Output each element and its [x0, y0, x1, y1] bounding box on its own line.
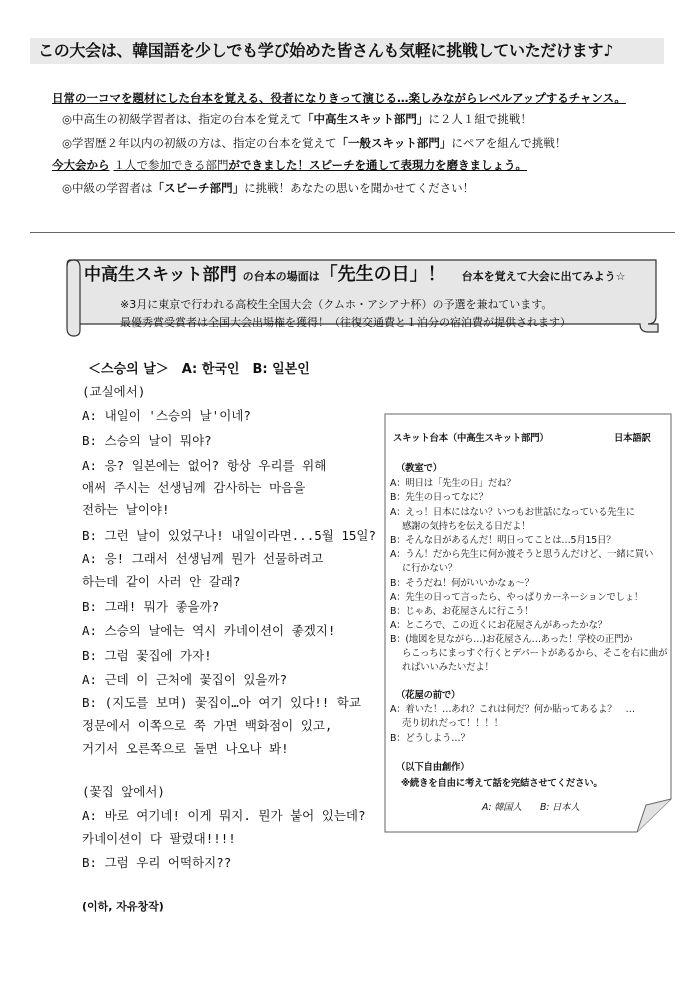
intro-line-4a: 今大会から [52, 158, 110, 172]
intro-line-2a: ◎中高生の初級学習者は、指定の台本を覚えて [62, 112, 303, 126]
japanese-line: A: 韓国人 B: 日本人 [482, 802, 580, 813]
japanese-line: A：着いた！…あれ？これは何だ？何か貼ってあるよ？ … [390, 704, 635, 715]
intro-line-2c: に２人１組で挑戦！ [428, 112, 532, 126]
division-general-skit: 「一般スキット部門」 [336, 136, 452, 150]
japanese-line: A：先生の日って言ったら、やっぱりカーネーションでしょ！ [390, 592, 644, 603]
korean-line: B: 그런 날이 있었구나! 내일이라면...5월 15일? [82, 528, 377, 543]
intro-line-3 [62, 135, 566, 151]
korean-line: A: 스승의 날에는 역시 카네이션이 좋겠지! [82, 623, 336, 638]
korean-line: B: 그럼 꽃집에 가자! [82, 648, 212, 663]
korean-line: 정문에서 이쪽으로 쭉 가면 백화점이 있고, [82, 718, 333, 733]
japanese-line: ればいいみたいだよ！ [390, 662, 494, 673]
korean-line: A: 바로 여기네! 이게 뭐지. 뭔가 붙어 있는데? [82, 808, 366, 823]
korean-line: 카네이션이 다 팔렸대!!!! [82, 831, 236, 846]
japanese-line: A：明日は「先生の日」だね？ [390, 478, 516, 489]
intro-line-4c: ができました！スピーチを通して表現力を磨きましょう。 [228, 158, 528, 172]
japanese-line: A：えっ！日本にはない？いつもお世話になっている先生に [390, 507, 635, 518]
korean-line: B: 그래! 뭐가 좋을까? [82, 599, 220, 614]
japanese-line: （以下自由創作） [396, 762, 470, 773]
japanese-line: らこっちにまっすぐ行くとデパートがあるから、そこを右に曲が [390, 648, 668, 659]
japanese-line: B：(地図を見ながら…)お花屋さん…あった！学校の正門か [390, 634, 633, 645]
korean-line: 거기서 오른쪽으로 돌면 나오나 봐! [82, 741, 289, 756]
japanese-translation-box [384, 413, 672, 833]
korean-line: 애써 주시는 선생님께 감사하는 마음을 [82, 480, 306, 495]
japanese-line: B：じゃあ、お花屋さんに行こう！ [390, 606, 534, 617]
japanese-line: （花屋の前で） [396, 690, 461, 701]
banner-note-1: ※3月に東京で行われる高校生全国大会（クムホ・アシアナ杯）の予選を兼ねています。 [120, 298, 553, 311]
korean-line: B: 그럼 우리 어떡하지?? [82, 855, 232, 870]
japanese-line: ※続きを自由に考えて話を完結させてください。 [401, 778, 603, 789]
japanese-line: に行かない？ [390, 563, 458, 574]
intro-line-4b: １人で参加できる部門 [113, 158, 229, 172]
division-junior-skit: 「中高生スキット部門」 [302, 112, 429, 126]
korean-line: (교실에서) [82, 384, 146, 399]
headline: この大会は、韓国語を少しでも学び始めた皆さんも気軽に挑戦していただけます♪ [30, 38, 664, 64]
japanese-box-title: スキット台本（中高生スキット部門） [393, 433, 549, 444]
banner-title [84, 260, 626, 286]
intro-line-5c: に挑戦！あなたの思いを聞かせてください！ [244, 181, 475, 195]
banner-scene: 「先生の日」！ [319, 264, 446, 285]
banner-note-2: 最優秀賞受賞者は全国大会出場権を獲得！（往復交通費と１泊分の宿泊費が提供されます） [120, 316, 571, 329]
banner-call: 台本を覚えて大会に出てみよう☆ [461, 270, 626, 283]
korean-line: A: 응? 일본에는 없어? 항상 우리를 위해 [82, 458, 327, 473]
intro-line-3a: ◎学習歴２年以内の初級の方は、指定の台本を覚えて [62, 136, 337, 150]
japanese-line: 感謝の気持ちを伝える日だよ！ [390, 521, 531, 532]
division-speech: 「スピーチ部門」 [152, 181, 245, 195]
intro-line-5a: ◎中級の学習者は [62, 181, 153, 195]
korean-line: B: 스승의 날이 뭐야? [82, 433, 212, 448]
korean-line: 전하는 날이야! [82, 502, 170, 517]
korean-line: (꽃집 앞에서) [82, 784, 165, 799]
section-divider [30, 232, 675, 233]
korean-footer: (이하, 자유창작) [82, 900, 164, 913]
intro-line-2 [62, 111, 532, 127]
korean-line: A: 내일이 '스승의 날'이네? [82, 408, 251, 423]
intro-line-1: 日常の一コマを題材にした台本を覚える、役者になりきって演じる…楽しみながらレベルアップするチャンス。 [52, 91, 626, 105]
japanese-line: B：そんな日があるんだ！明日ってことは…5月15日？ [390, 535, 616, 546]
intro-line-5 [62, 180, 474, 196]
japanese-line: B：先生の日ってなに？ [390, 492, 488, 503]
japanese-line: 売り切れだって！！！！ [390, 718, 503, 729]
korean-line: B: (지도를 보며) 꽃집이…아 여기 있다!! 학교 [82, 695, 361, 710]
japanese-line: B：どうしよう…？ [390, 733, 470, 744]
japanese-line: A：ところで、この近くにお花屋さんがあったかな？ [390, 620, 607, 631]
japanese-line: （教室で） [396, 463, 442, 474]
korean-line: 하는데 같이 사러 안 갈래? [82, 574, 241, 589]
intro-line-3c: にペアを組んで挑戦！ [451, 136, 567, 150]
banner-scene-label: の台本の場面は [242, 270, 320, 283]
korean-line: A: 응! 그래서 선생님께 뭔가 선물하려고 [82, 551, 324, 566]
japanese-box-label: 日本語訳 [614, 433, 651, 444]
japanese-line: A：うん！だから先生に何か渡そうと思うんだけど、一緒に買い [390, 549, 654, 560]
intro-line-4 [52, 157, 527, 173]
scroll-banner [64, 252, 664, 338]
korean-line: A: 근데 이 근처에 꽃집이 있을까? [82, 672, 288, 687]
banner-division: 中高生スキット部門 [84, 265, 237, 285]
japanese-line: B：そうだね！何がいいかなぁ〜？ [390, 578, 534, 589]
korean-script-title: ＜스승의 날＞ A: 한국인 B: 일본인 [88, 362, 310, 377]
